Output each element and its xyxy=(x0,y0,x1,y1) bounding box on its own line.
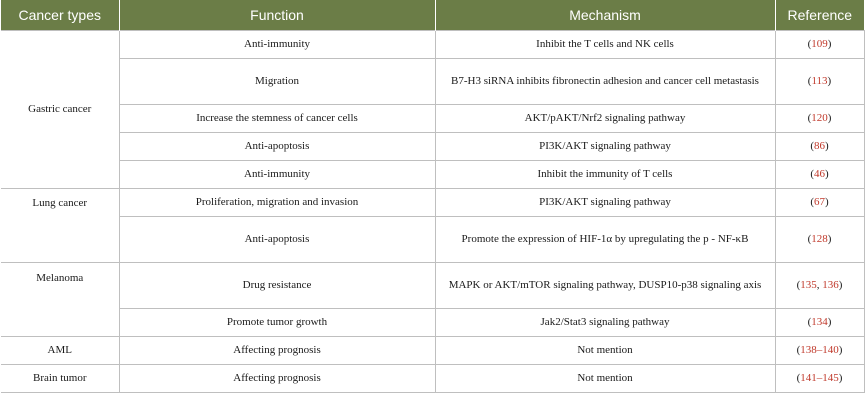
header-row xyxy=(1,0,864,30)
reference-link[interactable]: 135 xyxy=(800,279,817,291)
table-row xyxy=(1,104,864,132)
cancer-type-cell: Gastric cancer xyxy=(1,30,119,188)
reference-link[interactable]: 120 xyxy=(811,112,828,124)
reference-link[interactable]: 128 xyxy=(811,233,828,245)
data-table xyxy=(1,0,865,393)
table-row xyxy=(1,262,864,308)
cancer-type-cell: Lung cancer xyxy=(1,188,119,262)
mechanism-cell: Promote the expression of HIF-1α by upregulating the p - NF-κB xyxy=(435,216,775,262)
mechanism-cell: PI3K/AKT signaling pathway xyxy=(435,132,775,160)
mechanism-cell: AKT/pAKT/Nrf2 signaling pathway xyxy=(435,104,775,132)
reference-cell: (86) xyxy=(775,132,864,160)
reference-link[interactable]: 67 xyxy=(814,196,825,208)
cancer-type-cell: Melanoma xyxy=(1,262,119,336)
mechanism-cell: Not mention xyxy=(435,364,775,392)
reference-link[interactable]: 86 xyxy=(814,140,825,152)
reference-cell: (138–140) xyxy=(775,336,864,364)
function-cell: Affecting prognosis xyxy=(119,336,435,364)
header-mechanism: Mechanism xyxy=(435,0,775,30)
mechanism-cell: B7-H3 siRNA inhibits fibronectin adhesion and cancer cell metastasis xyxy=(435,58,775,104)
cancer-type-cell: AML xyxy=(1,336,119,364)
reference-link[interactable]: 136 xyxy=(822,279,839,291)
reference-cell: (67) xyxy=(775,188,864,216)
function-cell: Drug resistance xyxy=(119,262,435,308)
function-cell: Promote tumor growth xyxy=(119,308,435,336)
header-function: Function xyxy=(119,0,435,30)
function-cell: Affecting prognosis xyxy=(119,364,435,392)
function-cell: Migration xyxy=(119,58,435,104)
reference-link[interactable]: 140 xyxy=(822,344,839,356)
function-cell: Proliferation, migration and invasion xyxy=(119,188,435,216)
table-row xyxy=(1,160,864,188)
table-row xyxy=(1,308,864,336)
reference-cell: (46) xyxy=(775,160,864,188)
reference-cell: (120) xyxy=(775,104,864,132)
mechanism-cell: Inhibit the immunity of T cells xyxy=(435,160,775,188)
reference-cell: (134) xyxy=(775,308,864,336)
reference-link[interactable]: 109 xyxy=(811,38,828,50)
function-cell: Anti-apoptosis xyxy=(119,216,435,262)
mechanism-cell: MAPK or AKT/mTOR signaling pathway, DUSP10-p38 signaling axis xyxy=(435,262,775,308)
reference-cell: (113) xyxy=(775,58,864,104)
table-row xyxy=(1,336,864,364)
function-cell: Anti-immunity xyxy=(119,160,435,188)
header-reference: Reference xyxy=(775,0,864,30)
function-cell: Anti-apoptosis xyxy=(119,132,435,160)
mechanism-cell: PI3K/AKT signaling pathway xyxy=(435,188,775,216)
header-cancer-types: Cancer types xyxy=(18,6,101,23)
table-row xyxy=(1,364,864,392)
mechanism-cell: Inhibit the T cells and NK cells xyxy=(435,30,775,58)
reference-link[interactable]: 134 xyxy=(811,316,828,328)
reference-cell: (109) xyxy=(775,30,864,58)
table-row xyxy=(1,132,864,160)
reference-link[interactable]: 113 xyxy=(811,75,828,87)
table-row xyxy=(1,188,864,216)
mechanism-cell: Jak2/Stat3 signaling pathway xyxy=(435,308,775,336)
mechanism-cell: Not mention xyxy=(435,336,775,364)
table-row xyxy=(1,216,864,262)
reference-link[interactable]: 141 xyxy=(800,372,817,384)
cancer-type-cell: Brain tumor xyxy=(1,364,119,392)
reference-link[interactable]: 145 xyxy=(822,372,839,384)
table-row xyxy=(1,58,864,104)
reference-cell: (141–145) xyxy=(775,364,864,392)
reference-cell: (135, 136) xyxy=(775,262,864,308)
reference-link[interactable]: 138 xyxy=(800,344,817,356)
reference-cell: (128) xyxy=(775,216,864,262)
function-cell: Increase the stemness of cancer cells xyxy=(119,104,435,132)
reference-link[interactable]: 46 xyxy=(814,168,825,180)
table-row xyxy=(1,30,864,58)
function-cell: Anti-immunity xyxy=(119,30,435,58)
